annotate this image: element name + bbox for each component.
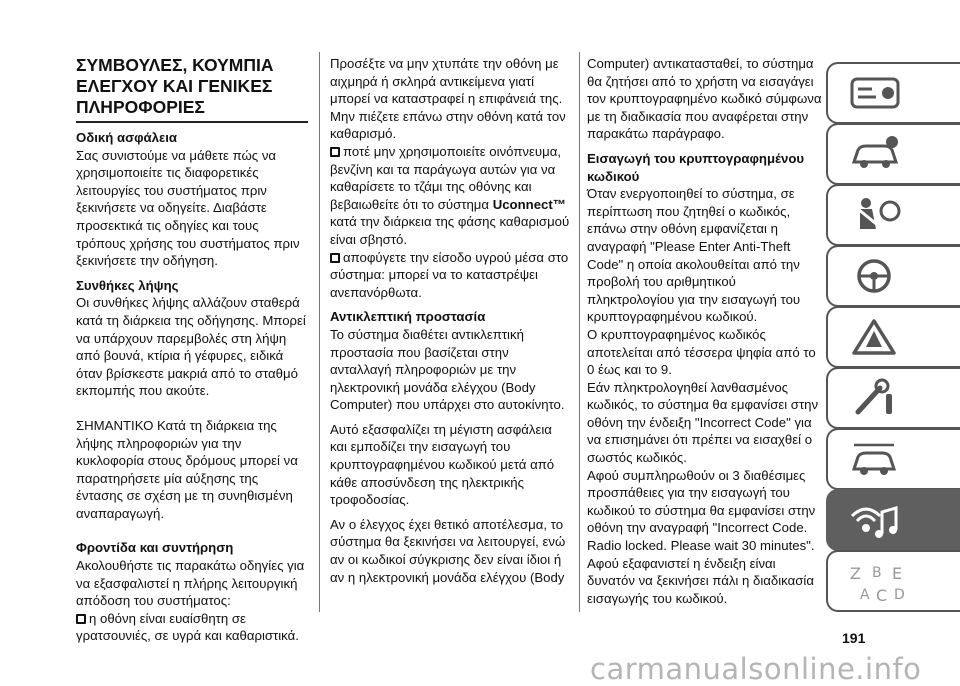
paragraph-code-1: Όταν ενεργοποιηθεί το σύστημα, σε περίπτωση που ζητηθεί ο κωδικός, επάνω στην οθόνη εμφανίζεται η αναγραφή "Please Enter Anti-Theft Code" η οποία ακολουθείται από την προβολή του αριθμητικού πληκτρολογίου για την εισαγωγή του κρυπτογραφημένου κωδικού. [587,186,801,325]
bullet-box-icon [330,147,340,157]
bullet-screen-text: η οθόνη είναι ευαίσθητη σε γρατσουνιές, σε υγρά και καθαριστικά. [76,610,299,644]
bullet-screen [76,610,308,645]
bullet-liquid-text: αποφύγετε την είσοδο υγρού μέσα στο σύστημα: μπορεί να το καταστρέψει ανεπανόρθωτα. [330,249,569,300]
bullet-alcohol-text: ποτέ μην χρησιμοποιείτε οινόπνευμα, βενζίνη και τα παράγωγα αυτών για να καθαρίσετε το τζάμι της οθόνης και βεβαιωθείτε ότι το σύστημα [330,143,561,212]
chapter-tabs [826,62,960,613]
paragraph-road-safety: Σας συνιστούμε να μάθετε πώς να χρησιμοποιείτε τις διαφορετικές λειτουργίες του συστήματος πριν ξεκινήσετε να οδηγείτε. Διαβάστε προσεκτικά τις οδηγίες και τους τρόπους χρήσης του συστήματος πριν ξεκινήσετε την οδήγηση. [76,147,300,269]
column-divider [319,52,320,612]
tab-maintenance[interactable] [826,367,960,429]
paragraph-reception: Οι συνθήκες λήψης αλλάζουν σταθερά κατά τη διάρκεια της οδήγησης. Μπορεί να υπάρχουν παρεμβολές στη λήψη από βουνά, κτίρια ή γέφυρες, ειδικά όταν βρίσκεστε μακριά από το σταθμό εκπομπής που ακούτε. [76,295,306,399]
steering-wheel-icon [846,254,906,298]
heading-code-entry: Εισαγωγή του κρυπτογραφημένου κωδικού [587,150,805,184]
svg-text:A: A [860,587,870,603]
paragraph-screen-care: Προσέξτε να μην χτυπάτε την οθόνη με αιχμηρά ή σκληρά αντικείμενα γιατί μπορεί να καταστραφεί η επιφάνειά της. Μην πιέζετε επάνω στην οθόνη κατά τον καθαρισμό. [330,56,566,142]
svg-text:C: C [876,586,888,605]
column-divider [579,52,580,612]
heading-antitheft: Αντικλεπτική προστασία [330,309,486,325]
column-1 [76,55,308,645]
dashboard-icon [846,71,906,115]
svg-text:D: D [894,587,905,603]
paragraph-body-computer: Computer) αντικατασταθεί, το σύστημα θα ζητήσει από το χρήστη να εισαγάγει τον κρυπτογραφημένο κωδικό σύμφωνα με τη διαδικασία που αναφέρεται στην παρακάτω παράγραφο. [587,56,822,142]
paragraph-code-4: Αφού συμπληρωθούν οι 3 διαθέσιμες προσπάθειες για την εισαγωγή του κωδικού το σύστημα θα εμφανίσει στην οθόνη την αναγραφή "Incorrect Code. Radio locked. Please wait 30 minutes". Αφού εξαφανιστεί η ένδειξη είναι δυνατόν να ξεκινήσει πάλι η διαδικασία εισαγωγής του κωδικού. [587,467,816,606]
watermark: carmanualsonline.info [590,652,922,686]
tab-emergency[interactable] [826,306,960,368]
bullet-box-icon [330,253,340,263]
paragraph-antitheft-1: Το σύστημα διαθέτει αντικλεπτική προστασία που βασίζεται στην ανταλλαγή πληροφοριών με την ηλεκτρονική μονάδα ελέγχου (Body Computer) που υπάρχει στο αυτοκίνητο. [330,326,565,413]
page-title: ΣΥΜΒΟΥΛΕΣ, ΚΟΥΜΠΙΑ ΕΛΕΓΧΟΥ ΚΑΙ ΓΕΝΙΚΕΣ ΠΛΗΡΟΦΟΡΙΕΣ [76,55,274,117]
heading-care: Φροντίδα και συντήρηση [76,540,234,556]
warning-triangle-icon [846,315,906,359]
bullet-box-icon [76,614,86,624]
alphabet-index-icon [846,559,916,607]
paragraph-code-2: Ο κρυπτογραφημένος κωδικός αποτελείται από τέσσερα ψηφία από το 0 έως και το 9. [587,326,816,378]
column-2 [330,55,570,586]
tab-multimedia[interactable] [826,489,960,551]
paragraph-code-3: Εάν πληκτρολογηθεί λανθασμένος κωδικός, το σύστημα θα εμφανίσει στην οθόνη την ένδειξη "Incorrect Code" για να επισημάνει ότι πρέπει να εισαχθεί ο σωστός κωδικός. [587,379,819,466]
tab-index[interactable] [826,550,960,612]
column-3 [587,55,825,607]
car-specs-icon [846,437,906,481]
svg-text:Z: Z [850,564,861,583]
bullet-alcohol [330,143,570,249]
seatbelt-airbag-icon [846,193,906,237]
tab-car-info[interactable] [826,123,960,185]
wrench-tools-icon [846,376,906,420]
tab-technical-data[interactable] [826,428,960,490]
heading-reception: Συνθήκες λήψης [76,277,179,293]
uconnect-brand: Uconnect™ [492,196,566,212]
paragraph-antitheft-3: Αν ο έλεγχος έχει θετικό αποτέλεσμα, το σύστημα θα ξεκινήσει να λειτουργεί, ενώ αν οι κωδικοί σύγκρισης δεν είναι ίδιοι ή αν η ηλεκτρονική μονάδα ελέγχου (Body [330,516,566,585]
paragraph-important: ΣΗΜΑΝΤΙΚΟ Κατά τη διάρκεια της λήψης πληροφοριών για την κυκλοφορία στους δρόμους μπορεί να παρατηρήσετε μία αύξησης της έντασης σε σχέση με τη συνηθισμένη αναπαραγωγή. [76,417,298,521]
tab-driving[interactable] [826,245,960,307]
multimedia-icon [846,498,906,542]
bullet-liquid [330,249,570,302]
heading-road-safety: Οδική ασφάλεια [76,130,178,145]
page-number: 191 [842,630,866,646]
tab-safety[interactable] [826,184,960,246]
title-rule [76,121,308,123]
bullet-alcohol-text-end: κατά την διάρκεια της φάσης καθαρισμού είναι σβηστό. [330,214,570,247]
paragraph-antitheft-2: Αυτό εξασφαλίζει τη μέγιστη ασφάλεια και εμποδίζει την εισαγωγή του κρυπτογραφημένου κωδικού μετά από κάθε αποσύνδεση της ηλεκτρικής τροφοδοσίας. [330,421,555,508]
svg-text:B: B [872,565,882,581]
car-info-icon [846,132,906,176]
svg-text:E: E [892,564,903,583]
tab-dashboard[interactable] [826,62,960,124]
paragraph-care: Ακολουθήστε τις παρακάτω οδηγίες για να εξασφαλιστεί η πλήρης λειτουργική απόδοση του συστήματος: [76,558,305,609]
